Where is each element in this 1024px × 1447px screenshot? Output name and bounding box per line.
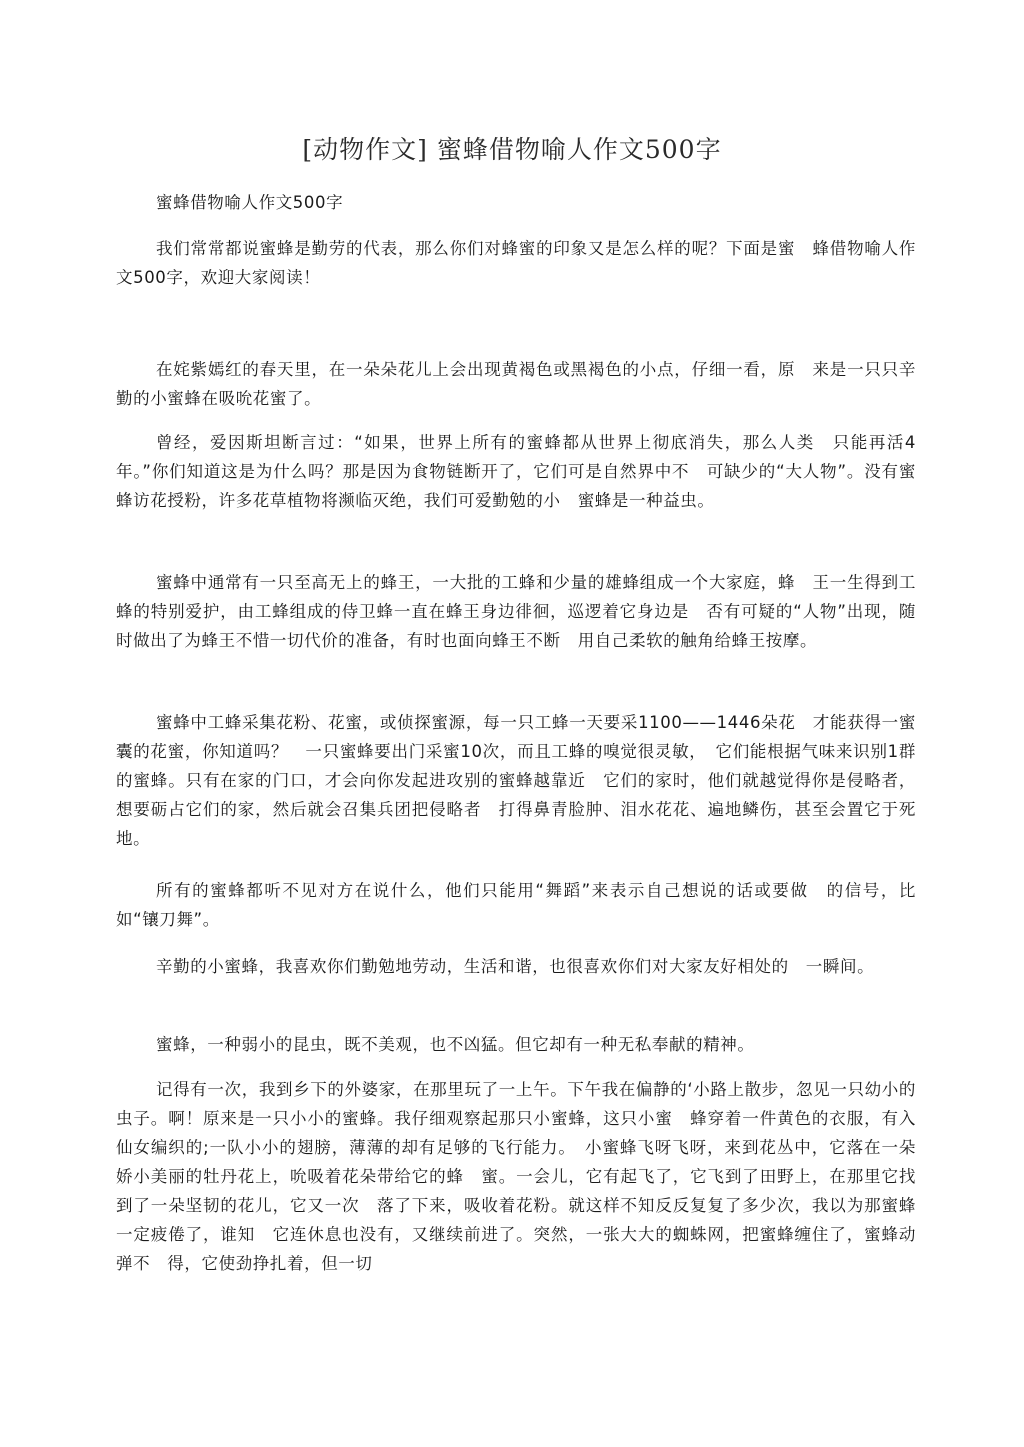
paragraph-memory: 记得有一次，我到乡下的外婆家，在那里玩了一上午。下午我在偏静的‘小路上散步，忽见一只幼小的虫子。啊！原来是一只小小的蜜蜂。我仔细观察起那只小蜜蜂，这只小蜜 蜂穿着一件黄色的衣服，有入仙女编织的;一队小小的翅膀，薄薄的却有足够的飞行能力。 小蜜蜂飞呀飞呀，来到花丛中，它落在一朵娇小美丽的牡丹花上，吮吸着花朵带给它的蜂 蜜。一会儿，它有起飞了，它飞到了田野上，在那里它找到了一朵坚韧的花儿，它又一次 落了下来，吸收着花粉。就这样不知反反复复了多少次，我以为那蜜蜂一定疲倦了，谁知 它连休息也没有，又继续前进了。突然，一张大大的蜘蛛网，把蜜蜂缠住了，蜜蜂动弹不 得，它使劲挣扎着，但一切: [116, 1080, 916, 1273]
paragraph-selfless: 蜜蜂，一种弱小的昆虫，既不美观，也不凶猛。但它却有一种无私奉献的精神。: [156, 1035, 755, 1054]
paragraph-einstein: 曾经，爱因斯坦断言过：“如果，世界上所有的蜜蜂都从世界上彻底消失，那么人类 只能再活4年。”你们知道这是为什么吗？那是因为食物链断开了，它们可是自然界中不 可缺少的“大人物”。没有蜜蜂访花授粉，许多花草植物将濒临灭绝，我们可爱勤勉的小 蜜蜂是一种益虫。: [116, 433, 916, 510]
paragraph-intro: 我们常常都说蜜蜂是勤劳的代表，那么你们对蜂蜜的印象又是怎么样的呢？下面是蜜 蜂借物喻人作文500字，欢迎大家阅读！: [116, 239, 916, 287]
document-title: [动物作文] 蜜蜂借物喻人作文500字: [302, 135, 722, 164]
paragraph-subtitle: 蜜蜂借物喻人作文500字: [156, 193, 344, 212]
paragraph-diligent: 辛勤的小蜜蜂，我喜欢你们勤勉地劳动，生活和谐，也很喜欢你们对大家友好相处的 一瞬间。: [156, 957, 875, 976]
paragraph-dance: 所有的蜜蜂都听不见对方在说什么，他们只能用“舞蹈”来表示自己想说的话或要做 的信号，比如“镶刀舞”。: [116, 881, 916, 929]
paragraph-worker: 蜜蜂中工蜂采集花粉、花蜜，或侦探蜜源，每一只工蜂一天要采1100——1446朵花 才能获得一蜜囊的花蜜，你知道吗？ 一只蜜蜂要出门采蜜10次，而且工蜂的嗅觉很灵敏， 它们能根据气味来识别1群的蜜蜂。只有在家的门口，才会向你发起进攻别的蜜蜂越靠近 它们的家时，他们就越觉得你是侵略者，想要砺占它们的家，然后就会召集兵团把侵略者 打得鼻青脸肿、泪水花花、遍地鳞伤，甚至会置它于死地。: [116, 713, 916, 848]
paragraph-queen: 蜜蜂中通常有一只至高无上的蜂王，一大批的工蜂和少量的雄蜂组成一个大家庭，蜂 王一生得到工蜂的特别爱护，由工蜂组成的侍卫蜂一直在蜂王身边徘徊，巡逻着它身边是 否有可疑的“人物”出现，随时做出了为蜂王不惜一切代价的准备，有时也面向蜂王不断 用自己柔软的触角给蜂王按摩。: [116, 573, 916, 650]
paragraph-spring: 在姹紫嫣红的春天里，在一朵朵花儿上会出现黄褐色或黑褐色的小点，仔细一看，原 来是一只只辛勤的小蜜蜂在吸吮花蜜了。: [116, 360, 916, 408]
